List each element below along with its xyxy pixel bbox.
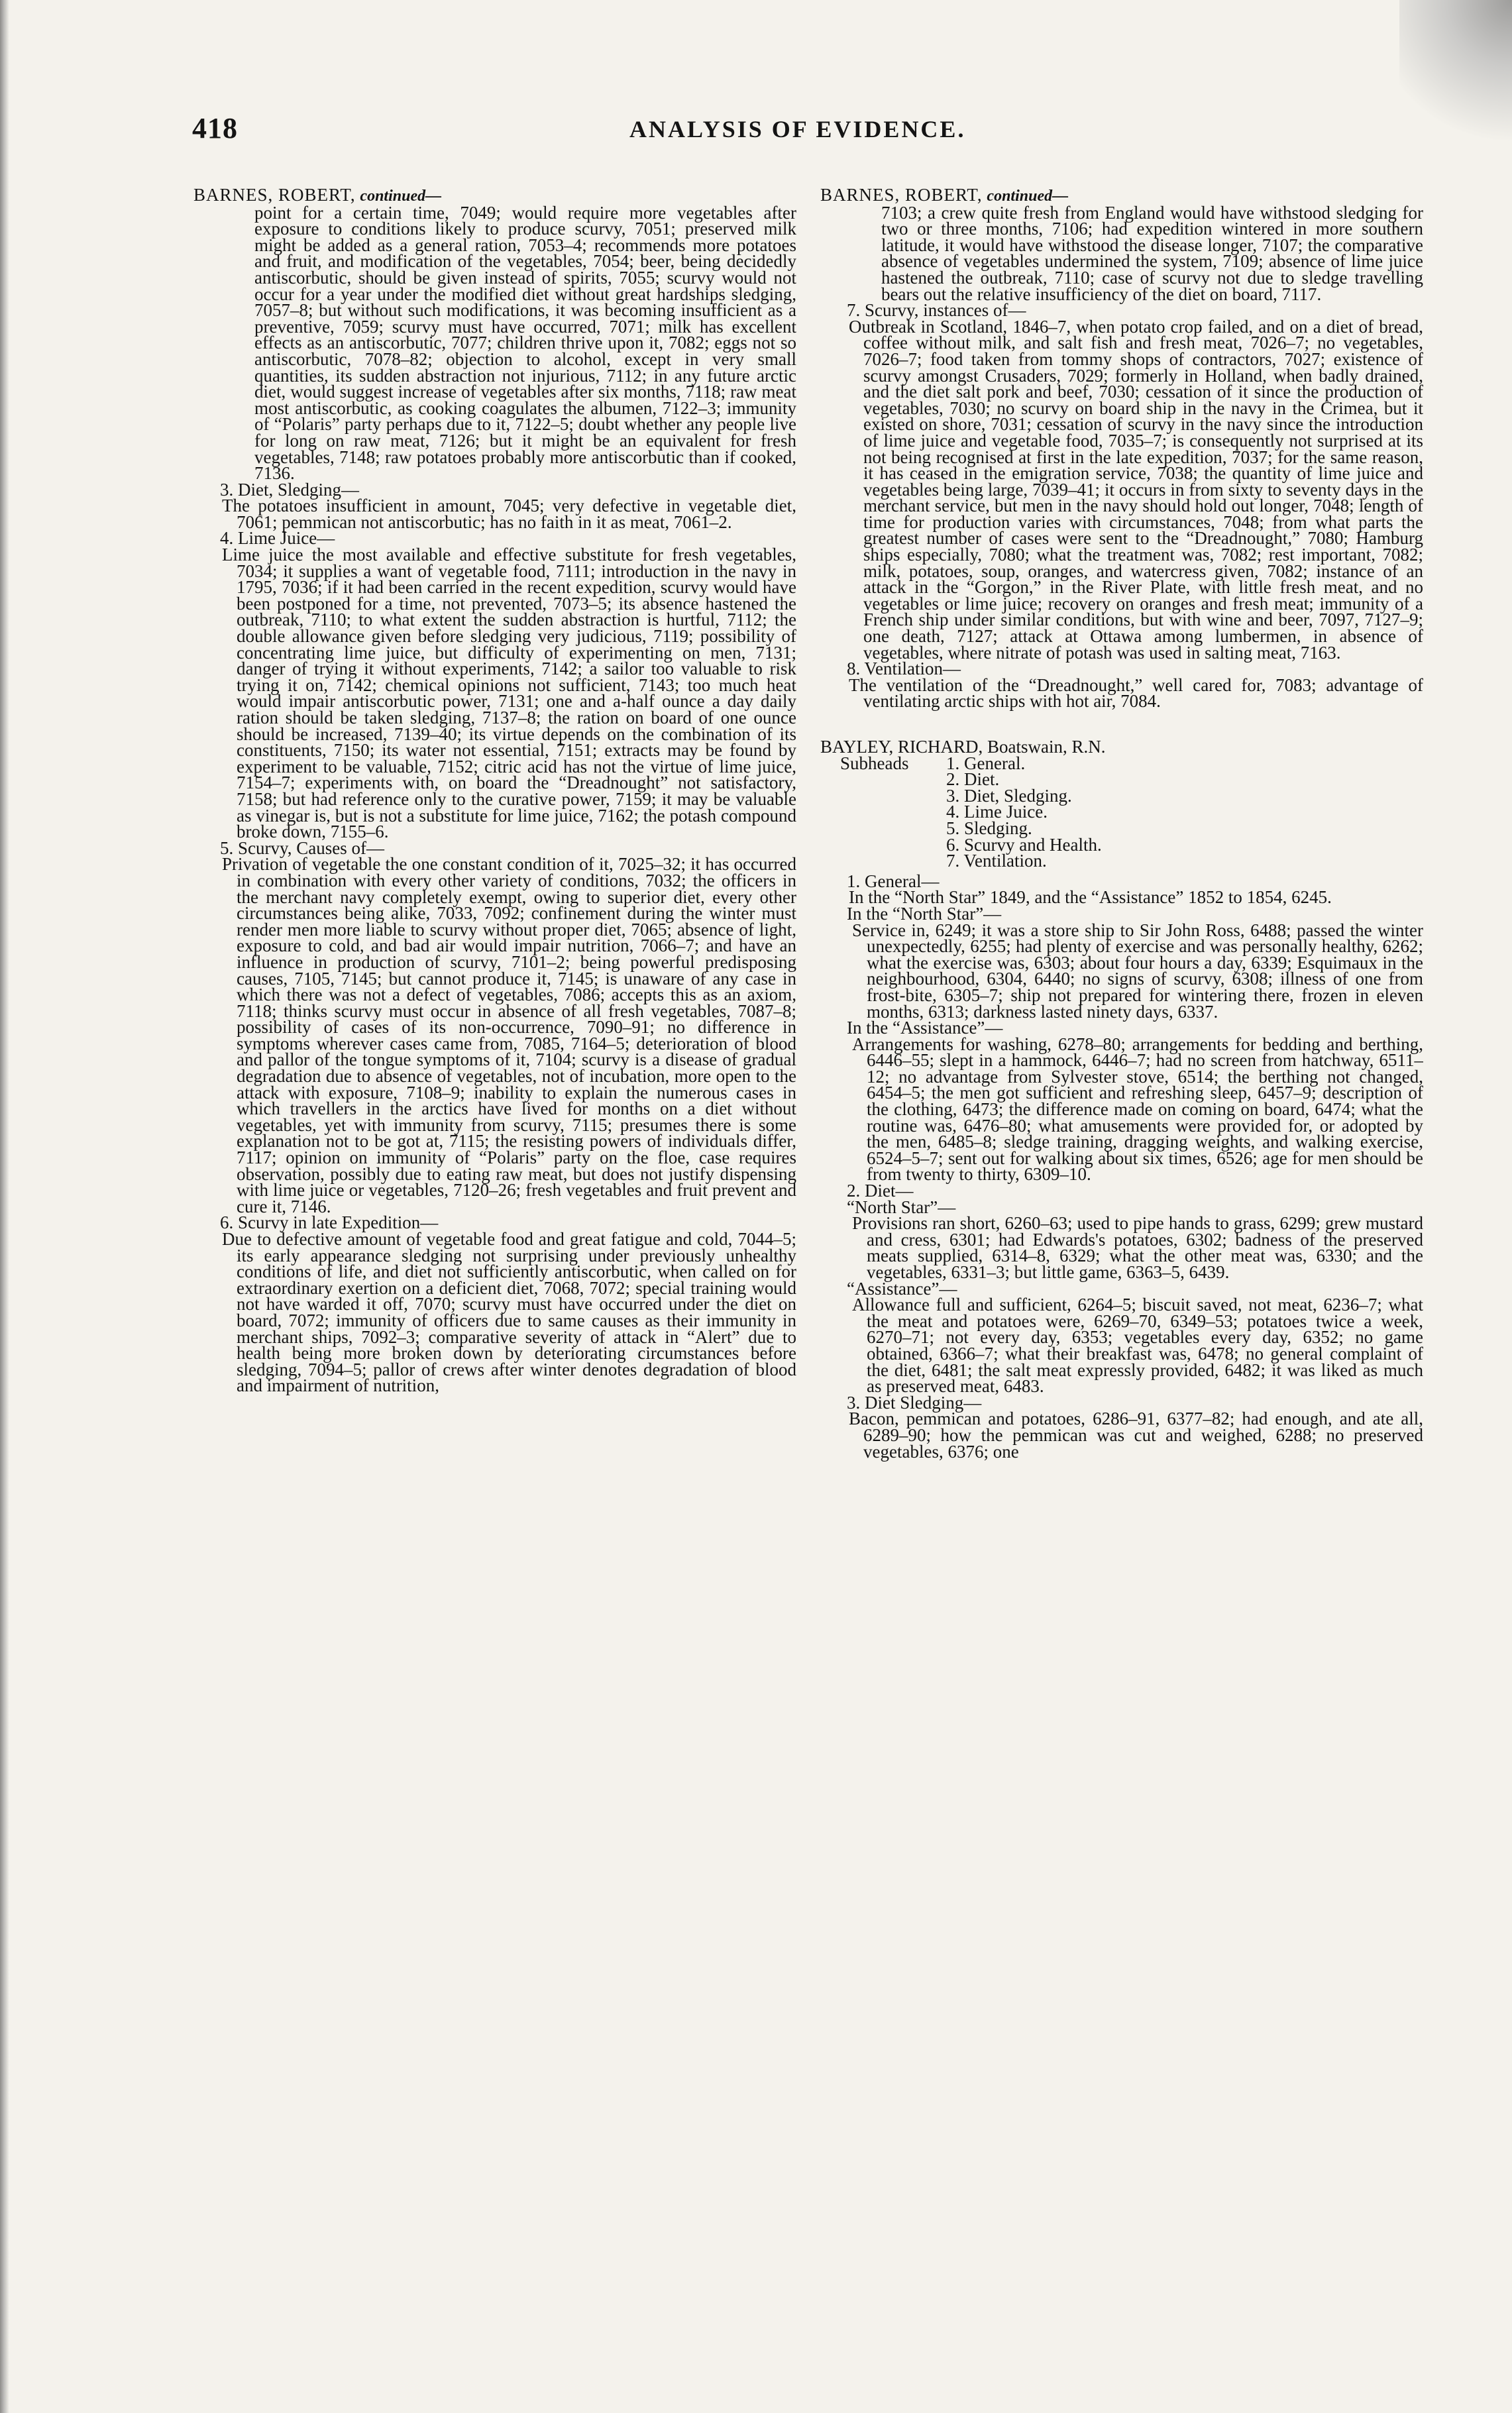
subsection-body: Allowance full and sufficient, 6264–5; biscuit saved, not meat, 6236–7; what the meat and potatoes were, 6269–70, 6349–53; potatoes twice a week, 6270–71; not every day, 6353; vegetables every day, 6352; no game obtained, 6366–7; what their breakfast was, 6478; no general complaint of the diet, 6481; the salt meat expressly provided, 6482; it was liked as much as preserved meat, 6483. [852,1295,1423,1397]
right-column [820,187,1423,2386]
subsection-body: Arrangements for washing, 6278–80; arrangements for bedding and berthing, 6446–55; slept in a hammock, 6446–7; had no screen from hatchway, 6511–12; no advantage from Sylvester stove, 6514; the berthing not changed, 6454–5; the men got sufficient and refreshing sleep, 6457–9; description of the clothing, 6473; the difference made on coming on board, 6474; what the routine was, 6476–80; what amusements were provided for, or adopted by the men, 6485–8; sledge training, dragging weights, and walking exercise, 6524–5–7; sent out for walking about six times, 6526; age for men should be from twenty to thirty, 6309–10. [852,1034,1423,1185]
subsection-body: Service in, 6249; it was a store ship to Sir John Ross, 6488; passed the winter unexpectedly, 6255; had plenty of exercise and was personally healthy, 6262; what the exercise was, 6303; about four hours a day, 6339; Esquimaux in the neighbourhood, 6304, 6440; no signs of scurvy, 6308; illness of one from frost-bite, 6305–7; ship not prepared for wintering there, frozen in eleven months, 6313; darkness lasted ninety days, 6337. [852,920,1423,1022]
subsection-heading: “North Star”— [847,1197,956,1217]
subhead-item: 6. Scurvy and Health. [946,834,1102,855]
entry-gap [820,710,1423,739]
section-heading: 2. Diet— [847,1181,914,1201]
subsection-heading: In the “North Star”— [847,903,1002,924]
subsection-body: Provisions ran short, 6260–63; used to pipe hands to grass, 6299; grew mustard and cress, 6301; had Edwards's potatoes, 6302; badness of the preserved meats supplied, 6314–8, 6329; what the other meat was, 6330; and the vegetables, 6331–3; but little game, 6363–5, 6439. [852,1213,1423,1282]
section-heading: 6. Scurvy in late Expedition— [220,1212,439,1233]
intro-paragraph: 7103; a crew quite fresh from England would have withstood sledging for two or three months, 7106; had expedition wintered in more southern latitude, it would have withstood the disease longer, 7107; the comparative absence of vegetables undermined the system, 7109; absence of lime juice hastened the outbreak, 7110; case of scurvy not due to sledge travelling bears out the relative insufficiency of the diet on board, 7117. [881,202,1423,304]
page-number: 418 [192,112,238,144]
section-heading: 3. Diet, Sledging— [220,479,359,500]
subhead-item: 4. Lime Juice. [946,802,1048,822]
intro-paragraph: point for a certain time, 7049; would require more vegetables after exposure to conditions likely to produce scurvy, 7051; preserved milk might be added as a general ration, 7053–4; recommends more potatoes and fruit, and modification of the vegetables, 7054; beer, being decidedly antiscorbutic, should be given instead of spirits, 7055; scurvy would not occur for a year under the modified diet without great hardships sledging, 7057–8; but without such modifications, it was becoming insufficient as a preventive, 7059; scurvy must have occurred, 7071; milk has excellent effects as an antiscorbutic, 7077; children thrive upon it, 7082; eggs not so antiscorbutic, 7078–82; objection to alcohol, except in very small quantities, its sudden abstraction not injurious, 7112; in any future arctic diet, would suggest increase of vegetables after six months, 7118; raw meat most antiscorbutic, as cooking coagulates the albumen, 7122–3; immunity of “Polaris” party perhaps due to it, 7122–5; doubt whether any people live for long on raw meat, 7126; but it might be an equivalent for fresh vegetables, 7148; raw potatoes probably more antiscorbutic than if cooked, 7136. [254,202,796,484]
section-body: Outbreak in Scotland, 1846–7, when potato crop failed, and on a diet of bread, coffee without milk, and salt fish and fresh meat, 7026–7; no vegetables, 7026–7; food taken from tommy shops of contractors, 7027; existence of scurvy amongst Crusaders, 7029; formerly in Holland, when badly drained, and the diet salt pork and beef, 7030; cessation of it since the production of vegetables, 7030; no scurvy on board ship in the navy in the Crimea, but it existed on shore, 7031; cessation of scurvy in the navy since the introduction of lime juice and vegetable food, 7035–7; is consequently not surprised at its not being recognised at first in the late expedition, 7037; for the same reason, it has ceased in the emigration service, 7038; the quantity of lime juice and vegetables being large, 7039–41; it occurs in from sixty to seventy days in the merchant service, but men in the navy should hold out longer, 7048; length of time for production varies with circumstances, 7048; from what parts the greatest number of cases were sent to the “Dreadnought,” 7080; Hamburg ships especially, 7080; what the treatment was, 7082; rest important, 7082; milk, potatoes, soup, oranges, and watercress given, 7082; instance of an attack in the “Gorgon,” in the River Plate, with little fresh meat, and no vegetables or lime juice; recovery on oranges and fresh meat; immunity of a French ship under similar conditions, but with wine and beer, 7097, 7127–9; one death, 7127; attack at Ottawa among lumbermen, in absence of vegetables, where nitrate of potash was used in salting meat, 7163. [849,316,1423,663]
section-body: Lime juice the most available and effective substitute for fresh vegetables, 7034; it supplies a want of vegetable food, 7111; introduction in the navy in 1795, 7036; if it had been carried in the recent expedition, scurvy would have been postponed for a time, not prevented, 7073–5; its absence hastened the outbreak, 7110; to what extent the sudden abstraction is hurtful, 7112; the double allowance given before sledging very judicious, 7119; possibility of concentrating lime juice, but difficulty of experimenting on men, 7131; danger of trying it without experiments, 7142; a sailor too valuable to risk trying it on, 7142; chemical opinions not sufficient, 7143; too much heat would impair antiscorbutic power, 7131; one and a-half ounce a day daily ration should be taken sledging, 7137–8; the ration on board of one ounce should be increased, 7139–40; its virtue depends on the combination of its constituents, 7150; its water not essential, 7151; extracts may be found by experiment to be valuable, 7152; citric acid has not the virtue of lime juice, 7154–7; experiments with, on board the “Dreadnought” not satisfactory, 7158; but had reference only to the curative power, 7159; it may be valuable as vinegar is, but is not a substitute for lime juice, 7162; the potash compound broke down, 7155–6. [222,545,796,842]
section-heading: 4. Lime Juice— [220,528,335,549]
continued-label: continued— [360,188,442,205]
continued-label: continued— [987,188,1069,205]
section-heading: 5. Scurvy, Causes of— [220,837,384,858]
section-heading: 8. Ventilation— [847,659,961,679]
subhead-item: 3. Diet, Sledging. [946,785,1072,806]
subheads-block [820,755,1423,869]
entry-head-barnes-right [820,187,1423,205]
section-body: Due to defective amount of vegetable food and great fatigue and cold, 7044–5; its early appearance sledging not surprising under previously unhealthy conditions of life, and diet not sufficiently antiscorbutic, when called on for extraordinary exertion on a deficient diet, 7068, 7072; special training would not have warded it off, 7070; scurvy must have occurred under the diet on board, 7072; immunity of officers due to same causes as their immunity in merchant ships, 7092–3; comparative severity of attack in “Alert” due to health being more broken down by deteriorating circumstances before sledging, 7094–5; pallor of crews after winter denotes degradation of blood and impairment of nutrition, [222,1229,796,1396]
subhead-item: 1. General. [946,753,1026,773]
section-body: Privation of vegetable the one constant condition of it, 7025–32; it has occurred in combination with every other variety of conditions, 7032; the officers in the merchant navy completely exempt, owing to superior diet, every other circumstances being alike, 7033, 7092; confinement during the winter must render men more liable to scurvy without proper diet, 7065; absence of light, exposure to cold, and bad air would impair nutrition, 7066–7; and have an influence in production of scurvy, 7101–2; being powerful predisposing causes, 7105, 7145; but cannot produce it, 7145; is unaware of any case in which there was not a defect of vegetables, 7086; accepts this as an axiom, 7118; thinks scurvy must occur in absence of all fresh vegetables, 7087–8; possibility of cases of its non-occurrence, 7090–91; no difference in symptoms wherever cases came from, 7085, 7164–5; deterioration of blood and pallor of the tongue symptoms of it, 7104; scurvy is a disease of gradual degradation due to absence of vegetables, not of incubation, more open to the attack with exposure, 7108–9; inability to explain the numerous cases in which travellers in the arctics have lived for months on a diet without vegetables, yet with immunity from scurvy, 7115; presumes there is some explanation not to be got at, 7115; the resisting powers of individuals differ, 7117; opinion on immunity of “Polaris” party on the floe, case requires observation, possibly due to eating raw meat, but does not justify dispensing with lime juice or vegetables, 7120–26; fresh vegetables and fruit prevent and cure it, 7146. [222,854,796,1216]
section-body: The potatoes insufficient in amount, 7045; very defective in vegetable diet, 7061; pemmican not antiscorbutic; has no faith in it as meat, 7061–2. [222,496,796,532]
page-header [192,111,1451,151]
entry-head-barnes [193,187,796,205]
section-body: In the “North Star” 1849, and the “Assistance” 1852 to 1854, 6245. [849,887,1332,908]
subsection-heading: In the “Assistance”— [847,1018,1003,1038]
subhead-item: 5. Sledging. [946,818,1032,838]
section-heading: 3. Diet Sledging— [847,1392,982,1413]
entry-name: BARNES, ROBERT, [193,187,356,205]
subheads-list [820,755,1423,869]
scan-edge-shadow [0,0,9,2413]
section-body: Bacon, pemmican and potatoes, 6286–91, 6377–82; had enough, and ate all, 6289–90; how the pemmican was cut and weighed, 6288; no preserved vegetables, 6376; one [849,1409,1423,1462]
subhead-item: 7. Ventilation. [946,851,1047,871]
entry-head-bayley: BAYLEY, RICHARD, Boatswain, R.N. [820,737,1106,757]
section-heading: 1. General— [847,871,940,891]
section-heading: 7. Scurvy, instances of— [847,300,1026,321]
running-head: ANALYSIS OF EVIDENCE. [629,116,966,142]
subsection-heading: “Assistance”— [847,1278,957,1299]
subhead-item: 2. Diet. [946,769,1000,790]
entry-name: BARNES, ROBERT, [820,187,983,205]
left-column [193,187,796,2386]
section-body: The ventilation of the “Dreadnought,” well cared for, 7083; advantage of ventilating arctic ships with hot air, 7084. [849,674,1423,712]
subheads-label: Subheads [840,753,909,773]
